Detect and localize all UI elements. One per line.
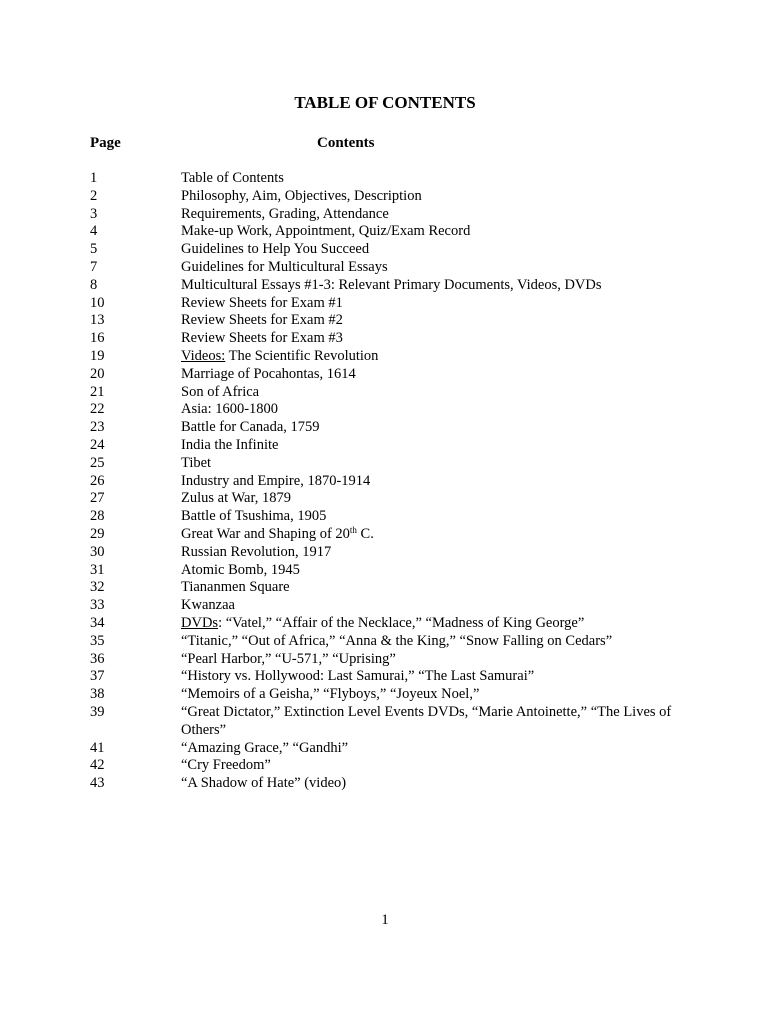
toc-entry (90, 633, 690, 651)
toc-entry-page: 28 (90, 508, 105, 525)
toc-entry-page: 34 (90, 614, 105, 631)
toc-entry-title (181, 686, 690, 704)
toc-entry-text: Atomic Bomb, 1945 (181, 561, 300, 578)
toc-entry (90, 473, 690, 491)
toc-entry-page: 41 (90, 739, 105, 756)
toc-entry-text: Guidelines for Multicultural Essays (181, 258, 388, 275)
toc-entry (90, 277, 690, 295)
toc-entry-text: Multicultural Essays #1-3: Relevant Primary Documents, Videos, DVDs (181, 276, 602, 293)
toc-entry-text: Zulus at War, 1879 (181, 490, 291, 507)
toc-entry-title (181, 704, 690, 740)
toc-entry-text: Guidelines to Help You Succeed (181, 241, 370, 258)
toc-entry-page: 16 (90, 330, 105, 347)
toc-entry-text: India the Infinite (181, 436, 279, 453)
toc-entry-title (181, 241, 690, 259)
toc-entry (90, 223, 690, 241)
toc-entry (90, 704, 690, 740)
toc-entry-title (181, 668, 690, 686)
toc-entry (90, 686, 690, 704)
toc-entry-title (181, 223, 690, 241)
toc-list (90, 170, 690, 793)
toc-entry-page: 27 (90, 490, 105, 507)
toc-entry-text: Industry and Empire, 1870-1914 (181, 472, 371, 489)
toc-entry (90, 544, 690, 562)
toc-entry-page: 29 (90, 525, 105, 542)
toc-entry-title (181, 740, 690, 758)
toc-entry (90, 366, 690, 384)
toc-entry-title (181, 295, 690, 313)
toc-entry-page: 19 (90, 347, 105, 364)
toc-entry-title (181, 775, 690, 793)
toc-entry-page: 39 (90, 703, 105, 720)
toc-entry-title (181, 348, 690, 366)
toc-entry-title (181, 651, 690, 669)
toc-entry (90, 615, 690, 633)
toc-entry-text: Review Sheets for Exam #2 (181, 312, 343, 329)
toc-entry (90, 437, 690, 455)
toc-entry-section-label: DVDs (181, 614, 219, 631)
toc-entry-title (181, 615, 690, 633)
contents-column-header: Contents (317, 135, 375, 151)
toc-entry-section-label: Videos: (181, 347, 226, 364)
toc-entry-text: Make-up Work, Appointment, Quiz/Exam Record (181, 223, 471, 240)
toc-entry-page: 4 (90, 223, 98, 240)
toc-entry-page: 36 (90, 650, 105, 667)
toc-entry-page: 32 (90, 579, 105, 596)
toc-entry-page: 3 (90, 205, 98, 222)
toc-entry-text: Review Sheets for Exam #1 (181, 294, 343, 311)
toc-entry-title (181, 757, 690, 775)
toc-entry-page: 13 (90, 312, 105, 329)
toc-entry-text: “Pearl Harbor,” “U-571,” “Uprising” (181, 650, 396, 667)
toc-entry-page: 42 (90, 757, 105, 774)
toc-entry-text: Battle for Canada, 1759 (181, 419, 320, 436)
toc-entry (90, 668, 690, 686)
toc-entry (90, 597, 690, 615)
toc-entry-page: 7 (90, 258, 98, 275)
toc-entry-title (181, 562, 690, 580)
toc-entry-text: “Great Dictator,” Extinction Level Events DVDs, “Marie Antoinette,” “The Lives of Others” (181, 703, 672, 738)
toc-entry-title (181, 526, 690, 544)
toc-entry-page: 20 (90, 365, 105, 382)
toc-entry (90, 455, 690, 473)
toc-entry-page: 33 (90, 597, 105, 614)
toc-entry (90, 330, 690, 348)
toc-entry (90, 579, 690, 597)
toc-entry-superscript: th (349, 524, 357, 535)
toc-entry-text: “Amazing Grace,” “Gandhi” (181, 739, 349, 756)
toc-entry (90, 170, 690, 188)
toc-entry (90, 508, 690, 526)
toc-entry-title (181, 206, 690, 224)
toc-entry (90, 241, 690, 259)
page-column-header: Page (90, 135, 121, 151)
toc-entry (90, 526, 690, 544)
toc-entry-text: “Cry Freedom” (181, 757, 271, 774)
toc-entry-text: Marriage of Pocahontas, 1614 (181, 365, 356, 382)
toc-entry-title (181, 490, 690, 508)
toc-entry-page: 31 (90, 561, 105, 578)
toc-entry-text: Requirements, Grading, Attendance (181, 205, 389, 222)
toc-entry-page: 26 (90, 472, 105, 489)
toc-entry-text: “Titanic,” “Out of Africa,” “Anna & the King,” “Snow Falling on Cedars” (181, 632, 613, 649)
toc-entry-title (181, 437, 690, 455)
toc-entry (90, 401, 690, 419)
toc-entry (90, 348, 690, 366)
toc-entry-page: 35 (90, 632, 105, 649)
toc-entry-title (181, 597, 690, 615)
toc-entry (90, 206, 690, 224)
toc-entry-page: 10 (90, 294, 105, 311)
toc-entry-page: 38 (90, 686, 105, 703)
toc-entry-page: 1 (90, 170, 98, 186)
toc-entry (90, 259, 690, 277)
toc-entry-title (181, 277, 690, 295)
toc-entry-text: Son of Africa (181, 383, 260, 400)
toc-entry (90, 775, 690, 793)
toc-entry-text: Table of Contents (181, 170, 284, 186)
toc-entry (90, 651, 690, 669)
toc-entry (90, 384, 690, 402)
toc-entry-title (181, 384, 690, 402)
toc-entry-page: 23 (90, 419, 105, 436)
toc-entry-title (181, 544, 690, 562)
toc-entry-text: Kwanzaa (181, 597, 235, 614)
toc-entry-text: The Scientific Revolution (225, 347, 379, 364)
toc-entry-page: 21 (90, 383, 105, 400)
toc-entry-title (181, 579, 690, 597)
toc-entry-title (181, 170, 690, 188)
toc-entry-page: 8 (90, 276, 98, 293)
toc-entry-text: Philosophy, Aim, Objectives, Description (181, 187, 422, 204)
toc-entry-page: 30 (90, 543, 105, 560)
toc-entry-title (181, 366, 690, 384)
toc-entry-page: 37 (90, 668, 105, 685)
toc-entry-text: Great War and Shaping of 20 (181, 525, 350, 542)
toc-entry-title (181, 473, 690, 491)
toc-entry (90, 188, 690, 206)
toc-entry (90, 757, 690, 775)
toc-entry-text: “Memoirs of a Geisha,” “Flyboys,” “Joyeux Noel,” (181, 686, 480, 703)
toc-entry-text: Tiananmen Square (181, 579, 290, 596)
toc-entry-page: 5 (90, 241, 98, 258)
toc-entry (90, 295, 690, 313)
toc-entry (90, 490, 690, 508)
toc-entry-page: 24 (90, 436, 105, 453)
toc-entry-text: Russian Revolution, 1917 (181, 543, 332, 560)
toc-entry-text: Review Sheets for Exam #3 (181, 330, 343, 347)
toc-entry-page: 2 (90, 187, 98, 204)
toc-entry-title (181, 508, 690, 526)
toc-entry-title (181, 401, 690, 419)
toc-entry (90, 562, 690, 580)
toc-entry-title (181, 455, 690, 473)
toc-entry-title (181, 188, 690, 206)
toc-entry-text: Battle of Tsushima, 1905 (181, 508, 327, 525)
toc-entry-suffix: C. (356, 525, 374, 542)
toc-entry-text: “History vs. Hollywood: Last Samurai,” “The Last Samurai” (181, 668, 535, 685)
page-number: 1 (381, 912, 389, 928)
toc-entry-title (181, 330, 690, 348)
toc-entry (90, 740, 690, 758)
toc-entry (90, 312, 690, 330)
toc-entry-title (181, 633, 690, 651)
toc-entry-text: Tibet (181, 454, 212, 471)
toc-entry-title (181, 259, 690, 277)
toc-entry-page: 43 (90, 775, 105, 792)
toc-entry-page: 22 (90, 401, 105, 418)
toc-entry-page: 25 (90, 454, 105, 471)
toc-entry-text: : “Vatel,” “Affair of the Necklace,” “Madness of King George” (218, 614, 585, 631)
toc-entry-text: Asia: 1600-1800 (181, 401, 279, 418)
toc-entry (90, 419, 690, 437)
page-title: TABLE OF CONTENTS (294, 93, 476, 112)
toc-entry-text: “A Shadow of Hate” (video) (181, 775, 347, 792)
toc-entry-title (181, 312, 690, 330)
toc-entry-title (181, 419, 690, 437)
